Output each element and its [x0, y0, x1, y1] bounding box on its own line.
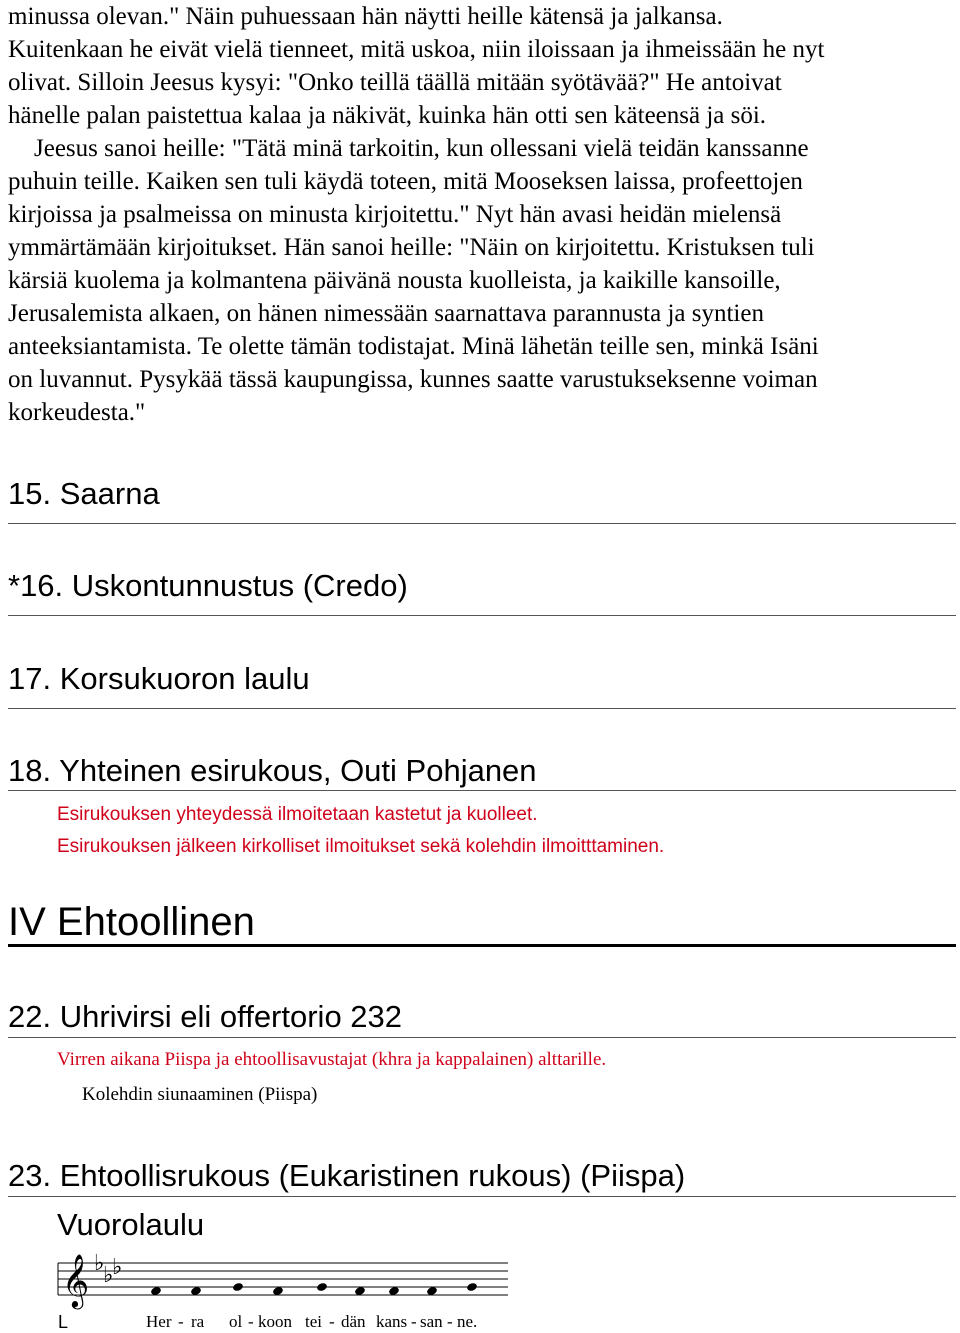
part-number: IV — [8, 900, 46, 944]
rubric-note: Esirukouksen jälkeen kirkolliset ilmoitukset sekä kolehdin ilmoitttaminen. — [57, 836, 665, 857]
lyric-hyphen: - — [248, 1312, 254, 1331]
lyric-syllable: dän — [341, 1312, 366, 1331]
flat-icon: ♭ — [112, 1255, 123, 1280]
instruction-note: Kolehdin siunaaminen (Piispa) — [82, 1084, 318, 1105]
text-line: hänelle palan paistettua kalaa ja näkivät, kuinka hän otti sen käteensä ja söi. — [8, 102, 767, 129]
lyric-hyphen: - — [447, 1312, 453, 1331]
divider — [8, 944, 956, 947]
note-head — [466, 1282, 478, 1292]
section-number: *16. — [8, 568, 64, 603]
section-title: Uhrivirsi eli offertorio 232 — [59, 999, 403, 1034]
part-heading-iv — [8, 900, 255, 945]
lyric-syllable: ra — [191, 1312, 205, 1331]
divider — [8, 615, 956, 616]
lyric-hyphen: - — [178, 1312, 184, 1331]
text-line: Jeesus sanoi heille: "Tätä minä tarkoitin, kun ollessani vielä teidän kanssanne — [34, 135, 809, 162]
section-number: 22. — [8, 999, 52, 1034]
lyric-syllable: san — [420, 1312, 443, 1331]
lyric-syllable: ne. — [457, 1312, 478, 1331]
section-heading-18 — [8, 753, 537, 789]
section-heading-17 — [8, 661, 310, 697]
divider — [8, 1037, 956, 1038]
flat-icon: ♭ — [94, 1251, 105, 1276]
subtitle-vuorolaulu: Vuorolaulu — [57, 1207, 205, 1242]
section-number: 18. — [8, 753, 52, 788]
text-line: on luvannut. Pysykää tässä kaupungissa, kunnes saatte varustukseksenne voiman — [8, 366, 818, 393]
section-number: 15. — [8, 476, 52, 511]
text-line: ymmärtämään kirjoitukset. Hän sanoi heille: "Näin on kirjoitettu. Kristuksen tuli — [8, 234, 815, 261]
section-title: Yhteinen esirukous, Outi Pohjanen — [59, 753, 537, 788]
part-title: Ehtoollinen — [56, 900, 255, 944]
lyric-syllable: Her — [146, 1312, 172, 1331]
divider — [8, 708, 956, 709]
note-head — [232, 1282, 244, 1292]
divider — [8, 790, 956, 791]
music-staff — [56, 1250, 516, 1312]
flat-icon: ♭ — [103, 1263, 114, 1288]
section-heading-23 — [8, 1158, 685, 1194]
section-number: 17. — [8, 661, 52, 696]
text-line: olivat. Silloin Jeesus kysyi: "Onko teillä täällä mitään syötävää?" He antoivat — [8, 69, 782, 96]
text-line: Kuitenkaan he eivät vielä tienneet, mitä uskoa, niin iloissaan ja ihmeissään he nyt — [8, 36, 825, 63]
text-line: kärsiä kuolema ja kolmantena päivänä nousta kuolleista, ja kaikille kansoille, — [8, 267, 781, 294]
lyric-syllable: kans — [376, 1312, 408, 1331]
lyric-syllable: ol — [229, 1312, 243, 1331]
lyric-syllable: tei — [305, 1312, 322, 1331]
text-line: kirjoissa ja psalmeissa on minusta kirjoitettu." Nyt hän avasi heidän mielensä — [8, 201, 782, 228]
section-heading-15 — [8, 476, 160, 512]
lyric-hyphen: - — [411, 1312, 417, 1331]
text-line: minussa olevan." Näin puhuessaan hän näytti heille kätensä ja jalkansa. — [8, 3, 723, 30]
text-line: korkeudesta." — [8, 399, 146, 426]
section-title: Uskontunnustus (Credo) — [71, 568, 408, 603]
section-title: Korsukuoron laulu — [59, 661, 310, 696]
section-number: 23. — [8, 1158, 52, 1193]
divider — [8, 1196, 956, 1197]
divider — [8, 523, 956, 524]
lyric-syllable: koon — [258, 1312, 292, 1331]
text-line: Jerusalemista alkaen, on hänen nimessään saarnattava parannusta ja syntien — [8, 300, 764, 327]
text-line: puhuin teille. Kaiken sen tuli käydä toteen, mitä Mooseksen laissa, profeettojen — [8, 168, 803, 195]
treble-clef-icon: 𝄞 — [62, 1253, 90, 1307]
section-title: Saarna — [59, 476, 160, 511]
lyric-hyphen: - — [329, 1312, 335, 1331]
rubric-note: Virren aikana Piispa ja ehtoollisavustajat (khra ja kappalainen) alttarille. — [57, 1049, 607, 1070]
rubric-note: Esirukouksen yhteydessä ilmoitetaan kastetut ja kuolleet. — [57, 804, 538, 825]
scripture-reading — [8, 0, 953, 429]
voice-marker: L — [58, 1312, 69, 1332]
section-title: Ehtoollisrukous (Eukaristinen rukous) (Piispa) — [59, 1158, 686, 1193]
section-heading-22 — [8, 999, 402, 1035]
section-heading-16 — [8, 568, 408, 604]
note-head — [316, 1282, 328, 1292]
text-line: anteeksiantamista. Te olette tämän todistajat. Minä lähetän teille sen, minkä Isäni — [8, 333, 819, 360]
